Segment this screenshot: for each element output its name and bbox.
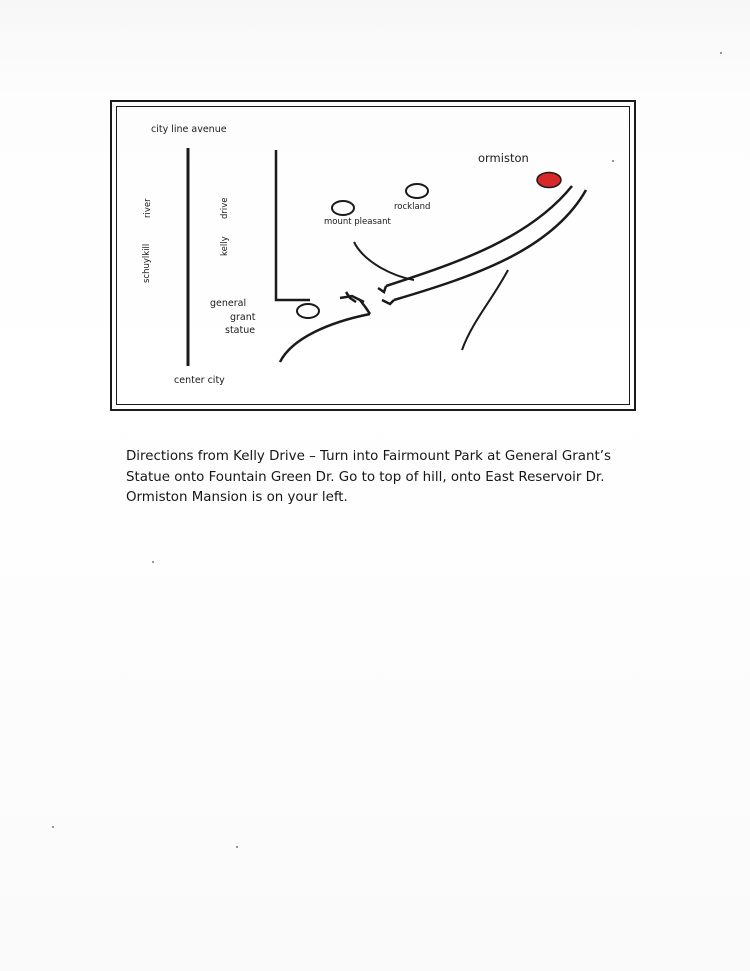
directions-paragraph: Directions from Kelly Drive – Turn into Fairmount Park at General Grant’s Statue onto Fountain Green Dr. Go to top of hill, onto East Reservoir Dr. Ormiston Mansion is on your left. [126, 449, 611, 505]
ormiston-label: ormiston [478, 151, 529, 165]
statue-label: statue [225, 325, 256, 336]
map-frame-inner-border [116, 106, 630, 405]
schuylkill-label: schuylkill [142, 243, 152, 283]
scan-speck [152, 561, 154, 563]
grant-label: grant [230, 312, 256, 323]
rockland-label: rockland [394, 202, 431, 212]
center-city-label: center city [174, 375, 225, 386]
mount-pleasant-label: mount pleasant [324, 217, 391, 227]
city-line-avenue-label: city line avenue [151, 124, 227, 135]
scan-speck [236, 846, 238, 848]
drive-label: drive [220, 197, 230, 219]
map-frame [110, 100, 636, 411]
kelly-label: kelly [220, 236, 230, 256]
scan-speck [52, 826, 54, 828]
scan-speck [612, 160, 614, 162]
river-label: river [143, 198, 153, 218]
general-label: general [210, 298, 247, 309]
scan-speck [720, 52, 722, 54]
